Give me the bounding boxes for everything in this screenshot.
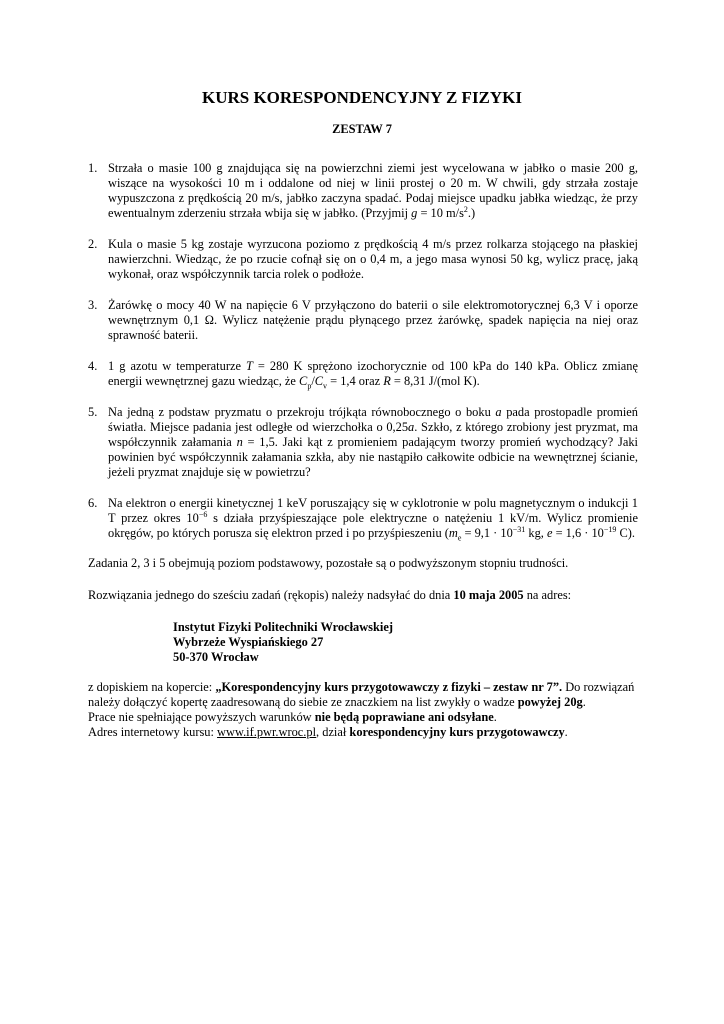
problem-text: Na jedną z podstaw pryzmatu o przekroju trójkąta równobocznego o boku a pada prostopadle promień światła. Miejsce padania jest odległe od wierzchołka o 0,25a. Szkło, z którego zrobiony jest pryzmat, ma współczynnik załamania n = 1,5. Jaki kąt z promieniem padającym tworzy promień wychodzący? Jaki powinien być współczynnik załamania szkła, aby nie nastąpiło całkowite odbicie na wewnętrznej ścianie, jeżeli pryzmat znajduje się w powietrzu? (108, 405, 638, 479)
problem-text: 1 g azotu w temperaturze T = 280 K sprężono izochorycznie od 100 kPa do 140 kPa. Oblicz zmianę energii wewnętrznej gazu wiedząc, że $C_p/C_v = 1,4$ oraz R = 8,31 J/(mol K). (108, 359, 639, 391)
problem-text: Strzała o masie 100 g znajdująca się na powierzchni ziemi jest wycelowana w jabłko o masie 200 g, wiszące na wysokości 10 m i oddalone od niej w linii prostej o 20 m. W chwili, gdy strzała zostaje wypuszczona z prędkością 20 m/s, jabłko zaczyna spadać. Podaj miejsce upadku jabłka wiedząc, że przy ewentualnym zderzeniu strzała wbija się w jabłko. (Przyjmij g = 10 $m/s^2$.) (108, 161, 638, 220)
envelope-note: z dopiskiem na kopercie: „Korespondencyjny kurs przygotowawczy z fizyki – zestaw nr 7”. Do rozwiązań należy dołączyć kopertę zaadresowaną do siebie ze znaczkiem na list zwykły o wadze powyżej 20g. (88, 680, 635, 709)
address-line: Wybrzeże Wyspiańskiego 27 (173, 635, 324, 649)
problem-number: 4. (88, 359, 98, 373)
set-number: ZESTAW 7 (332, 122, 392, 136)
problem-6 (88, 496, 638, 541)
address-line: Instytut Fizyki Politechniki Wrocławskiej (173, 620, 393, 634)
address-line: 50-370 Wrocław (173, 650, 259, 664)
warning-note: Prace nie spełniające powyższych warunków nie będą poprawiane ani odsyłane. (88, 710, 497, 724)
problem-number: 5. (88, 405, 98, 419)
problem-5 (88, 405, 638, 480)
problem-text: Kula o masie 5 kg zostaje wyrzucona poziomo z prędkością 4 m/s przez rolkarza stojącego na płaskiej nawierzchni. Wiedząc, że po rzucie cofnął się on o 0,4 m, a jego masa wynosi 50 kg, wylicz pracę, jaką wykonał, oraz współczynnik tarcia rolek o podłoże. (108, 237, 638, 281)
problem-text: Na elektron o energii kinetycznej 1 keV poruszający się w cyklotronie w polu magnetycznym o indukcji 1 T przez okres $10^{-6}$ s działa przyśpieszające pole elektryczne o natężeniu 1 kV/m. Wylicz promienie okręgów, po których porusza się elektron przed i po przyśpieszeniu ($m_e = 9,1 \cdot 10^{-31}$ kg, $e = 1,6 \cdot 10^{-19}$ C). (108, 496, 639, 543)
problem-number: 1. (88, 161, 98, 175)
problem-number: 3. (88, 298, 98, 312)
problem-number: 2. (88, 237, 98, 251)
problem-3 (88, 298, 638, 343)
instructions-section (88, 556, 638, 740)
postal-address (88, 620, 638, 665)
website-note: Adres internetowy kursu: www.if.pwr.wroc.pl, dział korespondencyjny kurs przygotowawczy. (88, 725, 568, 739)
problem-4 (88, 359, 638, 389)
submission-note: Rozwiązania jednego do sześciu zadań (rękopis) należy nadsyłać do dnia 10 maja 2005 na adres: (88, 588, 572, 602)
course-website-link[interactable]: www.if.pwr.wroc.pl (217, 725, 317, 739)
problem-list (88, 161, 638, 557)
difficulty-note: Zadania 2, 3 i 5 obejmują poziom podstawowy, pozostałe są o podwyższonym stopniu trudności. (88, 556, 569, 570)
page-title: KURS KORESPONDENCYJNY Z FIZYKI (201, 88, 523, 107)
problem-1 (88, 161, 638, 221)
problem-number: 6. (88, 496, 98, 510)
deadline-date: 10 maja 2005 (453, 588, 524, 602)
problem-text: Żarówkę o mocy 40 W na napięcie 6 V przyłączono do baterii o sile elektromotorycznej 6,3 V i oporze wewnętrznym 0,1 Ω. Wylicz natężenie prądu płynącego przez żarówkę, spadek napięcia na niej oraz sprawność baterii. (108, 298, 638, 342)
problem-2 (88, 237, 638, 282)
